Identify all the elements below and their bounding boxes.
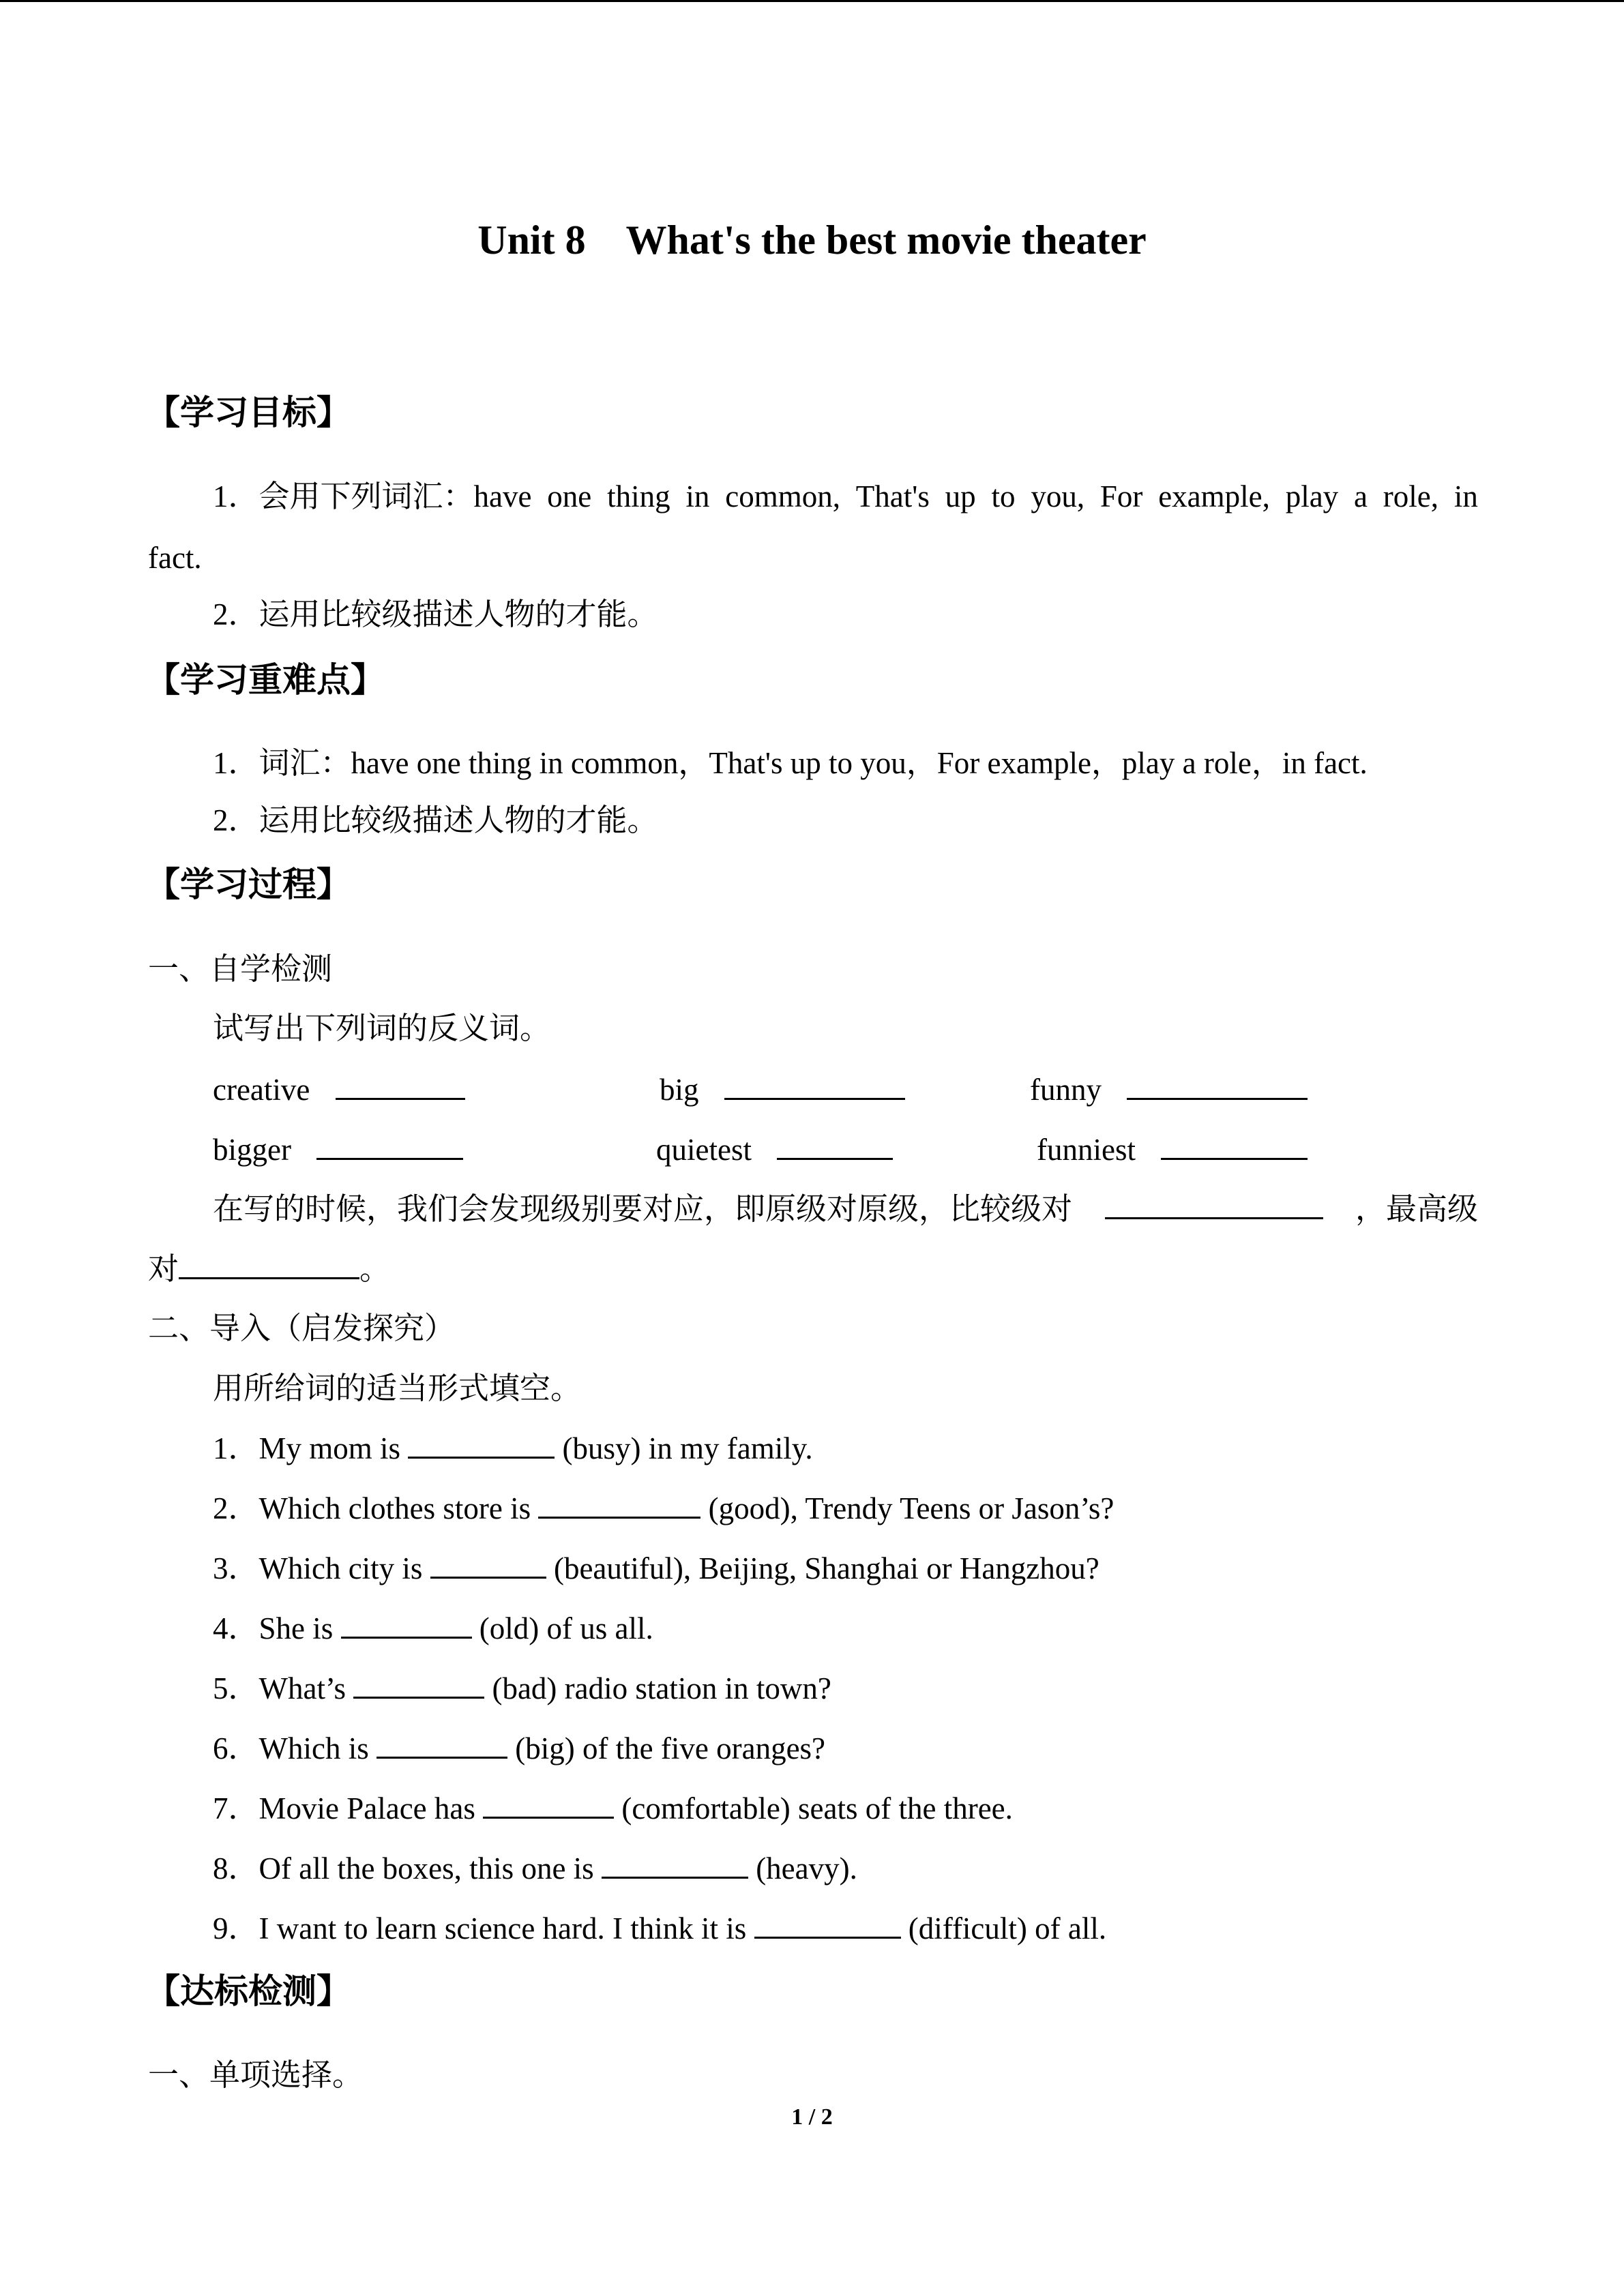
antonym-item	[213, 1129, 463, 1171]
note-text: ，最高级	[1355, 1192, 1478, 1226]
exercise-item	[213, 1667, 831, 1710]
answer-blank[interactable]	[316, 1131, 463, 1160]
goal-word: thing	[607, 479, 670, 513]
section-heading-key-points: 【学习重难点】	[146, 661, 385, 699]
note-text: 对	[148, 1252, 179, 1286]
antonym-item	[1030, 1069, 1308, 1111]
goal-word: in	[685, 479, 710, 513]
part1-heading: 一、自学检测	[148, 952, 333, 986]
exercise-item	[213, 1487, 1114, 1530]
goal-word: one	[547, 479, 592, 513]
exercise-text: (difficult) of all.	[900, 1911, 1107, 1945]
part1-note-continued	[148, 1248, 390, 1290]
part3-heading: 一、单项选择。	[148, 2058, 364, 2092]
section-heading-check: 【达标检测】	[146, 1972, 351, 2010]
exercise-text: 3．Which city is	[213, 1551, 430, 1585]
goal-word: to	[991, 479, 1016, 513]
answer-blank[interactable]	[408, 1429, 555, 1459]
answer-blank[interactable]	[777, 1131, 893, 1160]
exercise-item	[213, 1607, 653, 1650]
exercise-item	[213, 1547, 1099, 1590]
exercise-text: 8．Of all the boxes, this one is	[213, 1851, 602, 1885]
exercise-text: 9．I want to learn science hard. I think it is	[213, 1911, 754, 1945]
note-text: 。	[359, 1252, 391, 1286]
answer-blank[interactable]	[179, 1250, 359, 1279]
exercise-text: (busy) in my family.	[555, 1431, 813, 1465]
answer-blank[interactable]	[538, 1489, 700, 1519]
antonym-word: funny	[1030, 1073, 1102, 1107]
answer-blank[interactable]	[483, 1789, 614, 1819]
exercise-text: 6．Which is	[213, 1731, 377, 1765]
antonym-word: funniest	[1037, 1133, 1136, 1167]
antonym-item	[656, 1129, 893, 1171]
antonym-item	[1037, 1129, 1308, 1171]
antonym-word: creative	[213, 1073, 310, 1107]
answer-blank[interactable]	[724, 1071, 905, 1100]
exercise-item	[213, 1907, 1106, 1950]
exercise-text: 2．Which clothes store is	[213, 1491, 539, 1525]
top-border-line	[0, 0, 1624, 2]
exercise-text: (comfortable) seats of the three.	[614, 1791, 1013, 1825]
answer-blank[interactable]	[754, 1909, 901, 1939]
answer-blank[interactable]	[1161, 1131, 1308, 1160]
section-heading-goals: 【学习目标】	[146, 393, 351, 432]
answer-blank[interactable]	[602, 1849, 748, 1879]
exercise-text: 4．She is	[213, 1611, 341, 1645]
answer-blank[interactable]	[430, 1549, 546, 1579]
exercise-text: (big) of the five oranges?	[507, 1731, 826, 1765]
goal-item-1-continued: fact.	[148, 541, 202, 575]
answer-blank[interactable]	[341, 1609, 472, 1639]
key-point-item-2: 2．运用比较级描述人物的才能。	[213, 803, 658, 837]
goal-word: role,	[1383, 479, 1439, 513]
exercise-item	[213, 1847, 857, 1890]
antonym-item	[213, 1069, 465, 1111]
answer-blank[interactable]	[1105, 1190, 1323, 1219]
antonym-word: quietest	[656, 1133, 752, 1167]
goal-item-2: 2．运用比较级描述人物的才能。	[213, 597, 658, 631]
antonym-item	[660, 1069, 905, 1111]
key-point-item-1: 1．词汇：have one thing in common，That's up to you，For example，play a role，in fact.	[213, 746, 1368, 780]
goal-word: you,	[1031, 479, 1085, 513]
exercise-item	[213, 1427, 813, 1470]
part1-note	[213, 1188, 1478, 1230]
answer-blank[interactable]	[336, 1071, 465, 1100]
answer-blank[interactable]	[1127, 1071, 1308, 1100]
note-text: 在写的时候，我们会发现级别要对应，即原级对原级，比较级对	[213, 1192, 1073, 1226]
exercise-item	[213, 1727, 825, 1770]
goal-word: example,	[1158, 479, 1270, 513]
goal-word: up	[945, 479, 976, 513]
goal-word: play	[1285, 479, 1339, 513]
exercise-text: (good), Trendy Teens or Jason’s?	[700, 1491, 1114, 1525]
section-heading-process: 【学习过程】	[146, 865, 351, 904]
goal-word: in	[1453, 479, 1478, 513]
exercise-text: 7．Movie Palace has	[213, 1791, 484, 1825]
antonym-word: big	[660, 1073, 699, 1107]
exercise-text: 5．What’s	[213, 1671, 354, 1705]
exercise-text: (beautiful), Beijing, Shanghai or Hangzhou?	[546, 1551, 1099, 1585]
answer-blank[interactable]	[377, 1729, 507, 1759]
exercise-text: (bad) radio station in town?	[484, 1671, 831, 1705]
goal-word: That's	[855, 479, 930, 513]
answer-blank[interactable]	[353, 1669, 484, 1699]
exercise-text: 1．My mom is	[213, 1431, 409, 1465]
part2-heading: 二、导入（启发探究）	[148, 1311, 456, 1345]
page-number: 1 / 2	[791, 2104, 833, 2130]
goal-word: common,	[725, 479, 840, 513]
goal-item-1	[213, 475, 1478, 518]
goal-word: a	[1354, 479, 1368, 513]
part2-instruction: 用所给词的适当形式填空。	[213, 1371, 582, 1405]
page-title: Unit 8 What's the best movie theater	[477, 218, 1147, 263]
goal-word: 1．会用下列词汇：have	[213, 479, 532, 513]
exercise-text: (heavy).	[748, 1851, 857, 1885]
exercise-text: (old) of us all.	[471, 1611, 653, 1645]
part1-instruction: 试写出下列词的反义词。	[213, 1011, 551, 1045]
goal-word: For	[1099, 479, 1143, 513]
antonym-word: bigger	[213, 1133, 291, 1167]
exercise-item	[213, 1787, 1013, 1830]
